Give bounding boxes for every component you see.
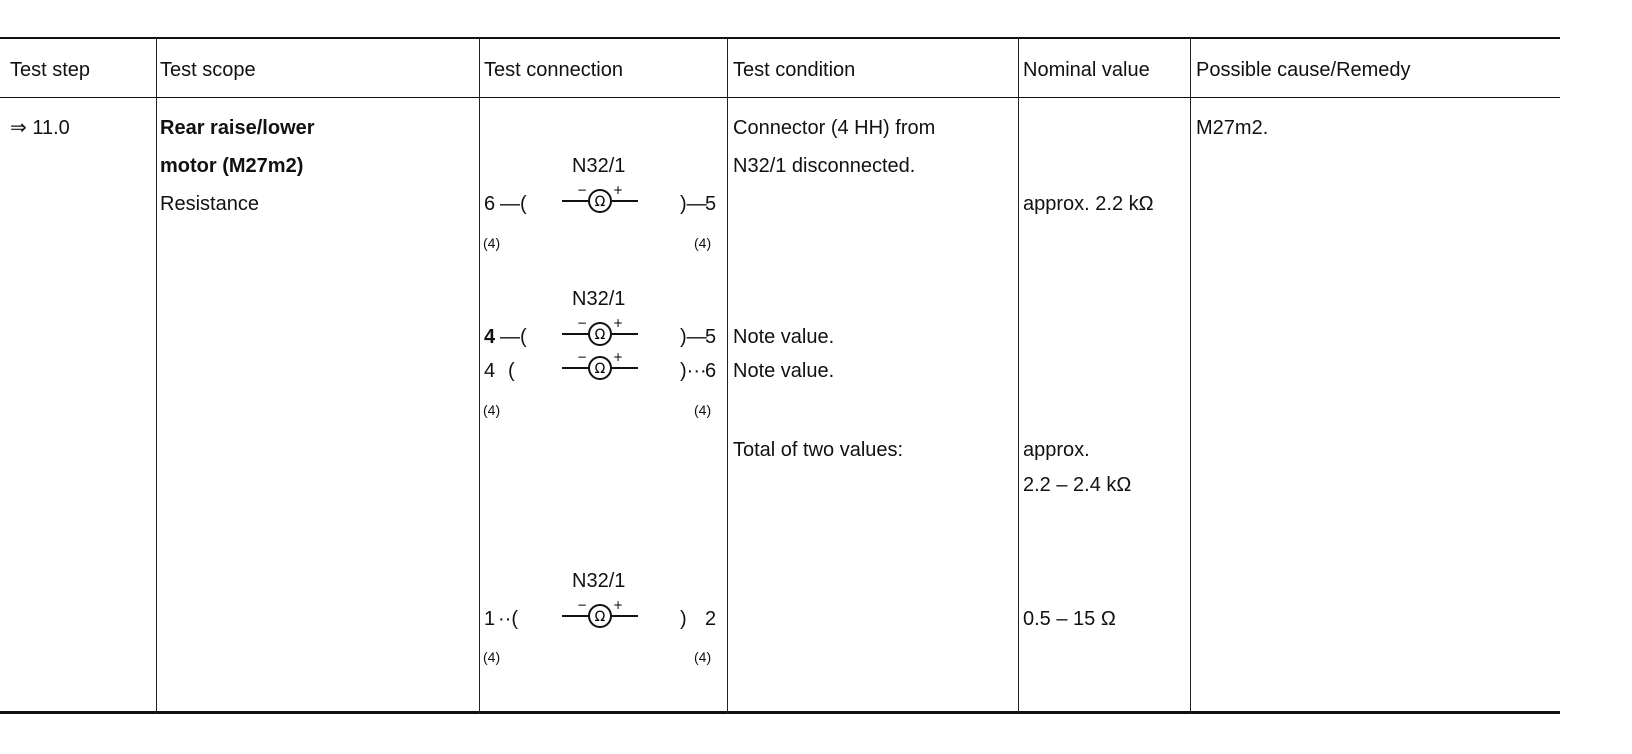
header-possible-cause: Possible cause/Remedy xyxy=(1196,59,1411,81)
svg-text:−: − xyxy=(576,184,588,197)
condition-line2: N32/1 disconnected. xyxy=(733,155,916,177)
svg-text:+: + xyxy=(612,184,624,197)
ohmmeter-icon xyxy=(560,599,640,629)
component-label: N32/1 xyxy=(572,570,626,592)
svg-text:Ω: Ω xyxy=(594,361,606,377)
column-divider xyxy=(479,38,480,714)
ohmmeter-icon xyxy=(560,351,640,381)
pin-right: 5 xyxy=(705,193,717,215)
header-nominal-value: Nominal value xyxy=(1023,59,1150,81)
header-rule xyxy=(0,97,1560,98)
nominal-value: 0.5 – 15 Ω xyxy=(1023,608,1116,630)
test-step-number: ⇒ 11.0 xyxy=(10,117,70,139)
ohmmeter-icon xyxy=(560,184,640,214)
connector-ref-left: (4) xyxy=(483,649,501,665)
test-scope-title-line1: Rear raise/lower xyxy=(160,117,315,139)
column-divider xyxy=(727,38,728,714)
connector-ref-left: (4) xyxy=(483,235,501,251)
nominal-value: approx. 2.2 kΩ xyxy=(1023,193,1154,215)
test-scope-title-line2: motor (M27m2) xyxy=(160,155,304,177)
svg-text:+: + xyxy=(612,351,624,364)
condition-note: Note value. xyxy=(733,360,835,382)
plug-right-icon: )— xyxy=(680,193,707,215)
nominal-value-line1: approx. xyxy=(1023,439,1090,461)
plug-left-icon: ( xyxy=(508,360,515,382)
connector-ref-right: (4) xyxy=(694,402,712,418)
component-label: N32/1 xyxy=(572,155,626,177)
test-scope-detail: Resistance xyxy=(160,193,259,215)
svg-text:Ω: Ω xyxy=(594,327,606,343)
possible-cause: M27m2. xyxy=(1196,117,1269,139)
svg-text:+: + xyxy=(612,599,624,612)
pin-left: 4 xyxy=(484,360,496,382)
plug-right-icon: ) xyxy=(680,608,687,630)
svg-text:Ω: Ω xyxy=(594,194,606,210)
svg-text:−: − xyxy=(576,599,588,612)
connector-ref-right: (4) xyxy=(694,235,712,251)
pin-left: 1 xyxy=(484,608,496,630)
header-test-step: Test step xyxy=(10,59,91,81)
svg-text:−: − xyxy=(576,351,588,364)
plug-right-icon: )— xyxy=(680,326,707,348)
component-label: N32/1 xyxy=(572,288,626,310)
total-condition: Total of two values: xyxy=(733,439,904,461)
svg-text:−: − xyxy=(576,317,588,330)
plug-left-icon: —( xyxy=(500,193,527,215)
ohmmeter-icon xyxy=(560,317,640,347)
connector-ref-left: (4) xyxy=(483,402,501,418)
pin-right: 5 xyxy=(705,326,717,348)
pin-right: 6 xyxy=(705,360,717,382)
condition-line1: Connector (4 HH) from xyxy=(733,117,936,139)
column-divider xyxy=(1190,38,1191,714)
header-test-scope: Test scope xyxy=(160,59,256,81)
pin-right: 2 xyxy=(705,608,717,630)
column-divider xyxy=(1018,38,1019,714)
plug-left-icon: ··( xyxy=(498,608,518,630)
plug-right-icon: )··· xyxy=(680,360,707,382)
svg-text:Ω: Ω xyxy=(594,609,606,625)
pin-left: 4 xyxy=(484,326,496,348)
svg-text:+: + xyxy=(612,317,624,330)
header-test-connection: Test connection xyxy=(484,59,623,81)
plug-left-icon: —( xyxy=(500,326,527,348)
pin-left: 6 xyxy=(484,193,496,215)
column-divider xyxy=(156,38,157,714)
nominal-value-line2: 2.2 – 2.4 kΩ xyxy=(1023,474,1132,496)
condition-note: Note value. xyxy=(733,326,835,348)
top-rule xyxy=(0,37,1560,39)
bottom-rule xyxy=(0,711,1560,714)
connector-ref-right: (4) xyxy=(694,649,712,665)
header-test-condition: Test condition xyxy=(733,59,856,81)
